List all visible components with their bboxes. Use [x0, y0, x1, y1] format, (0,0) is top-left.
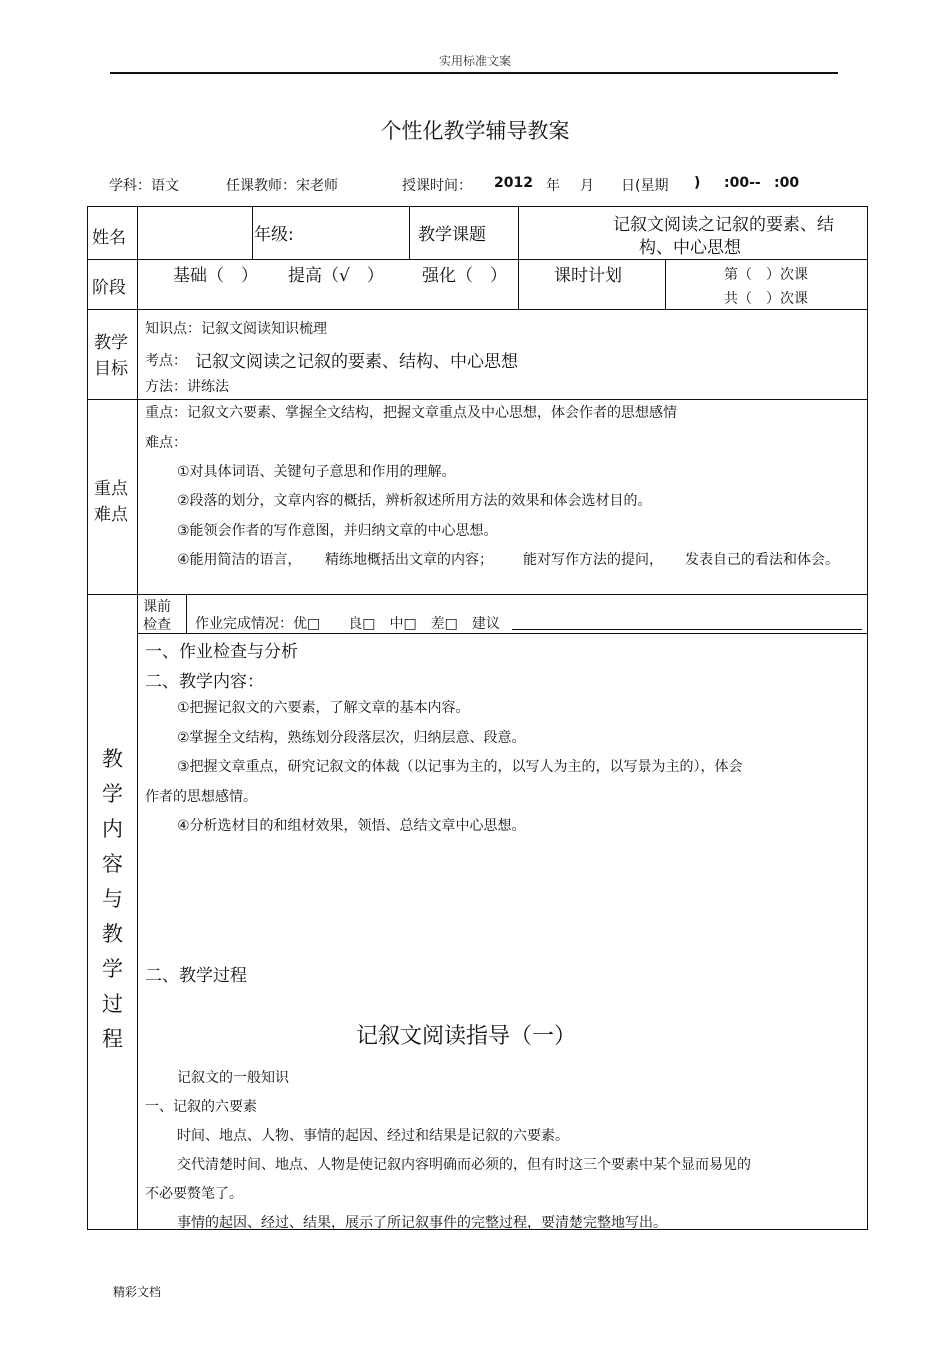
exam-point: 记叙文阅读之记叙的要素、结构、中心思想 [195, 352, 518, 372]
meta-day-week: 日(星期 [621, 178, 669, 194]
meta-teacher: 任课教师：宋老师 [226, 178, 338, 194]
document-title: 个性化教学辅导教案 [380, 119, 570, 143]
header-divider [110, 72, 838, 74]
topic-line-2: 构、中心思想 [639, 238, 741, 258]
meta-month-unit: 月 [580, 178, 594, 194]
key-item: ①对具体词语、关键句子意思和作用的理解。 [177, 464, 456, 480]
meta-time-end: :00 [774, 175, 800, 191]
topic-line-1: 记叙文阅读之记叙的要素、结 [613, 215, 834, 235]
page-header-text: 实用标准文案 [438, 54, 511, 68]
col-divider [186, 594, 187, 633]
row-divider [137, 633, 867, 634]
content-item-cont: 作者的思想感情。 [145, 789, 257, 805]
col-divider [252, 207, 253, 259]
body-paragraph: 交代清楚时间、地点、人物是使记叙内容明确而必须的，但有时这三个要素中某个显而易见的 [177, 1157, 751, 1173]
key-item-4d: 发表自己的看法和体会。 [685, 552, 839, 568]
stage-strengthen: 强化（ ） [422, 266, 507, 286]
body-paragraph: 时间、地点、人物、事情的起因、经过和结果是记叙的六要素。 [177, 1128, 569, 1144]
key-item-4a: ④能用简洁的语言， [177, 552, 302, 568]
col-divider [665, 259, 666, 309]
lesson-plan-label: 课时计划 [554, 266, 622, 286]
vertical-char: 内 [102, 817, 123, 841]
meta-year: 2012 [494, 175, 533, 191]
vertical-char: 教 [102, 747, 123, 771]
precheck-label-1: 课前 [143, 599, 171, 615]
homework-status: 作业完成情况：优□ 良□ 中□ 差□ 建议 [195, 616, 500, 632]
vertical-char: 程 [102, 1027, 123, 1051]
teaching-method: 方法：讲练法 [145, 379, 229, 395]
meta-close-paren: ) [694, 175, 701, 191]
heading-teaching-process: 二、教学过程 [145, 966, 247, 986]
page-footer: 精彩文档 [113, 1285, 162, 1299]
key-difficulty: 难点： [145, 435, 187, 451]
vertical-char: 学 [102, 782, 123, 806]
section-title: 记叙文阅读指导（一） [356, 1024, 577, 1049]
col-divider [518, 207, 519, 309]
goals-label-1: 教学 [94, 333, 128, 353]
row-divider [88, 594, 867, 595]
stage-label: 阶段 [92, 278, 126, 298]
knowledge-point: 知识点：记叙文阅读知识梳理 [145, 321, 327, 337]
body-paragraph-cont: 不必要赘笔了。 [145, 1186, 243, 1202]
meta-subject: 学科：语文 [109, 178, 179, 194]
vertical-char: 与 [102, 887, 123, 911]
row-divider [88, 309, 867, 310]
row-divider [88, 259, 867, 260]
topic-label: 教学课题 [418, 225, 486, 245]
lesson-nth: 第（ ）次课 [724, 267, 808, 283]
key-focus: 重点：记叙文六要素、掌握全文结构，把握文章重点及中心思想，体会作者的思想感情 [145, 405, 677, 421]
row-divider [88, 399, 867, 400]
vertical-char: 过 [102, 992, 123, 1016]
vertical-char: 教 [102, 922, 123, 946]
meta-time-start: :00-- [724, 175, 761, 191]
stage-basic: 基础（ ） [173, 266, 258, 286]
key-item: ②段落的划分，文章内容的概括，辨析叙述所用方法的效果和体会选材目的。 [177, 493, 652, 509]
name-label: 姓名 [92, 228, 126, 248]
key-item-4b: 精练地概括出文章的内容； [325, 552, 493, 568]
stage-improve: 提高（√ ） [288, 266, 384, 286]
six-elements-heading: 一、记叙的六要素 [145, 1099, 257, 1115]
key-label-2: 难点 [94, 505, 128, 525]
meta-time-label: 授课时间： [402, 178, 472, 194]
heading-teaching-content: 二、教学内容： [145, 672, 264, 692]
grade-label: 年级: [254, 225, 294, 245]
general-knowledge: 记叙文的一般知识 [177, 1070, 289, 1086]
suggestion-line [512, 629, 862, 630]
col-divider [137, 207, 138, 1229]
goals-label-2: 目标 [94, 359, 128, 379]
content-item: ②掌握全文结构，熟练划分段落层次，归纳层意、段意。 [177, 730, 526, 746]
body-paragraph: 事情的起因、经过、结果，展示了所记叙事件的完整过程，要清楚完整地写出。 [177, 1215, 667, 1231]
vertical-char: 容 [102, 852, 123, 876]
content-item: ④分析选材目的和组材效果，领悟、总结文章中心思想。 [177, 818, 526, 834]
precheck-label-2: 检查 [143, 617, 171, 633]
meta-year-unit: 年 [546, 178, 560, 194]
key-item-4c: 能对写作方法的提问， [523, 552, 663, 568]
lesson-total: 共（ ）次课 [724, 291, 808, 307]
vertical-char: 学 [102, 957, 123, 981]
exam-label: 考点： [145, 353, 187, 369]
key-item: ③能领会作者的写作意图，并归纳文章的中心思想。 [177, 523, 498, 539]
heading-homework-analysis: 一、作业检查与分析 [145, 642, 298, 662]
content-item: ①把握记叙文的六要素，了解文章的基本内容。 [177, 700, 470, 716]
col-divider [409, 207, 410, 259]
lesson-plan-table [87, 206, 868, 1230]
content-item: ③把握文章重点，研究记叙文的体裁（以记事为主的，以写人为主的，以写景为主的），体会 [177, 759, 743, 775]
key-label-1: 重点 [94, 479, 128, 499]
content-vertical-label [88, 742, 137, 1057]
